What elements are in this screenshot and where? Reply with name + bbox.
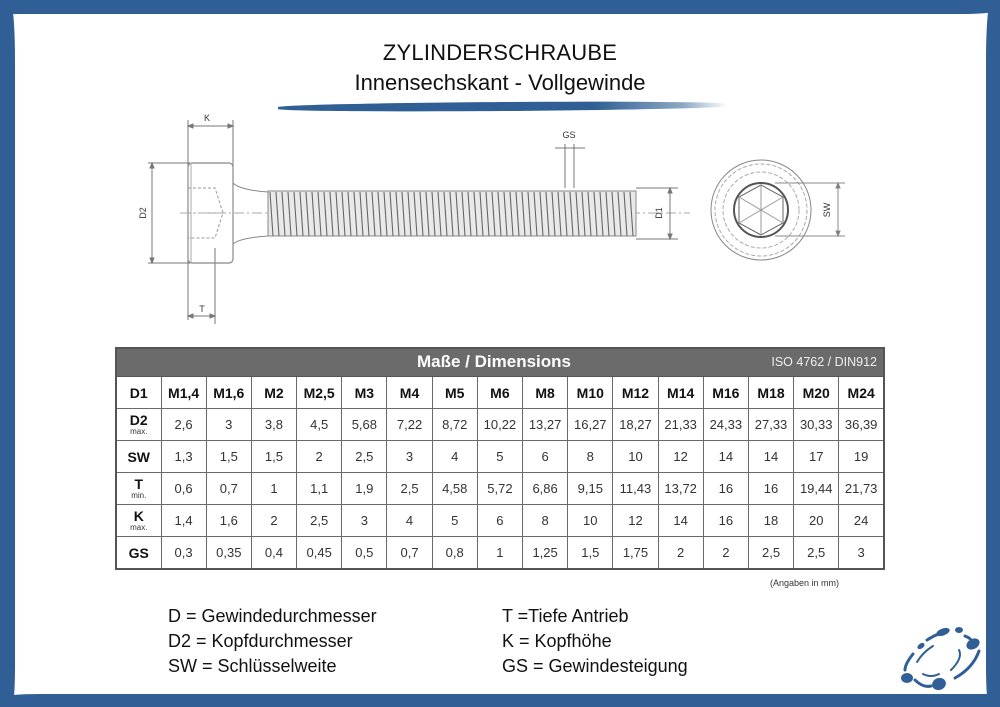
cell: M3 xyxy=(342,377,387,409)
cell: 2,5 xyxy=(794,537,839,570)
row-label-t: T min. xyxy=(116,473,161,505)
cell: 1,25 xyxy=(523,537,568,570)
cell: 24 xyxy=(839,505,884,537)
cell: 6,86 xyxy=(523,473,568,505)
cell: 19 xyxy=(839,441,884,473)
cell: 14 xyxy=(748,441,793,473)
cell: 1,75 xyxy=(613,537,658,570)
cell: 0,6 xyxy=(161,473,206,505)
cell: 3 xyxy=(206,409,251,441)
units-note: (Angaben in mm) xyxy=(770,578,840,588)
cell: 4,5 xyxy=(297,409,342,441)
svg-text:SW: SW xyxy=(822,202,832,218)
cell: 4,58 xyxy=(432,473,477,505)
cell: 9,15 xyxy=(568,473,613,505)
cell: 1,5 xyxy=(206,441,251,473)
cell: 14 xyxy=(703,441,748,473)
cell: M20 xyxy=(794,377,839,409)
cell: 18,27 xyxy=(613,409,658,441)
cell: 6 xyxy=(523,441,568,473)
brand-logo-icon xyxy=(893,618,988,696)
table-row-d1 xyxy=(116,377,884,409)
cell: 20 xyxy=(794,505,839,537)
dimensions-table xyxy=(115,347,885,570)
table-row-k xyxy=(116,505,884,537)
svg-text:K: K xyxy=(203,113,211,123)
table-norm-label: ISO 4762 / DIN912 xyxy=(771,355,877,369)
frame-border-top xyxy=(0,0,1000,14)
cell: 0,45 xyxy=(297,537,342,570)
cell: M6 xyxy=(477,377,522,409)
cell: 36,39 xyxy=(839,409,884,441)
legend-left xyxy=(168,604,377,679)
cell: 8 xyxy=(568,441,613,473)
cell: 7,22 xyxy=(387,409,432,441)
cell: 0,7 xyxy=(206,473,251,505)
svg-text:GS: GS xyxy=(562,130,576,140)
cell: 2 xyxy=(251,505,296,537)
cell: 10 xyxy=(568,505,613,537)
row-label-sw: SW xyxy=(116,441,161,473)
cell: 19,44 xyxy=(794,473,839,505)
title-main: ZYLINDERSCHRAUBE xyxy=(382,40,618,65)
cell: 16,27 xyxy=(568,409,613,441)
cell: M10 xyxy=(568,377,613,409)
cell: 8 xyxy=(523,505,568,537)
legend-item: T =Tiefe Antrieb xyxy=(502,606,629,626)
cell: 16 xyxy=(748,473,793,505)
cell: M5 xyxy=(432,377,477,409)
cell: 11,43 xyxy=(613,473,658,505)
cell: 12 xyxy=(658,441,703,473)
cell: 0,5 xyxy=(342,537,387,570)
cell: 6 xyxy=(477,505,522,537)
cell: M12 xyxy=(613,377,658,409)
cell: 1 xyxy=(477,537,522,570)
cell: 0,7 xyxy=(387,537,432,570)
cell: M14 xyxy=(658,377,703,409)
cell: 3 xyxy=(342,505,387,537)
legend-item: K = Kopfhöhe xyxy=(502,631,612,651)
cell: 5 xyxy=(477,441,522,473)
cell: 0,35 xyxy=(206,537,251,570)
cell: 21,73 xyxy=(839,473,884,505)
table-row-t xyxy=(116,473,884,505)
cell: 8,72 xyxy=(432,409,477,441)
cell: 2,5 xyxy=(748,537,793,570)
cell: 1 xyxy=(251,473,296,505)
cell: 1,5 xyxy=(251,441,296,473)
cell: 3 xyxy=(387,441,432,473)
cell: 27,33 xyxy=(748,409,793,441)
cell: 16 xyxy=(703,505,748,537)
legend-right xyxy=(502,604,688,679)
cell: 0,8 xyxy=(432,537,477,570)
frame-border-bottom xyxy=(0,694,1000,707)
table-row-d2 xyxy=(116,409,884,441)
frame-border-right xyxy=(986,0,1000,707)
frame-border-left xyxy=(0,0,15,707)
cell: 1,9 xyxy=(342,473,387,505)
title-subtitle: Innensechskant - Vollgewinde xyxy=(354,70,646,95)
cell: 13,27 xyxy=(523,409,568,441)
screw-end-view-drawing xyxy=(705,150,865,270)
cell: 10 xyxy=(613,441,658,473)
cell: 2 xyxy=(658,537,703,570)
cell: 12 xyxy=(613,505,658,537)
cell: M1,6 xyxy=(206,377,251,409)
legend-item: GS = Gewindesteigung xyxy=(502,656,688,676)
cell: 3 xyxy=(839,537,884,570)
table-title: Maße / Dimensions xyxy=(417,352,571,371)
legend-item: SW = Schlüsselweite xyxy=(168,656,337,676)
svg-text:D1: D1 xyxy=(654,207,664,219)
cell: 2,5 xyxy=(297,505,342,537)
row-label-k: K max. xyxy=(116,505,161,537)
cell: 2,5 xyxy=(342,441,387,473)
row-label-d2: D2 max. xyxy=(116,409,161,441)
cell: 2,5 xyxy=(387,473,432,505)
cell: M24 xyxy=(839,377,884,409)
cell: 4 xyxy=(387,505,432,537)
cell: 17 xyxy=(794,441,839,473)
cell: 16 xyxy=(703,473,748,505)
cell: 0,4 xyxy=(251,537,296,570)
cell: 5 xyxy=(432,505,477,537)
cell: M1,4 xyxy=(161,377,206,409)
cell: 2 xyxy=(703,537,748,570)
cell: M18 xyxy=(748,377,793,409)
cell: 5,72 xyxy=(477,473,522,505)
cell: 18 xyxy=(748,505,793,537)
cell: 13,72 xyxy=(658,473,703,505)
table-row-sw xyxy=(116,441,884,473)
cell: 5,68 xyxy=(342,409,387,441)
cell: 2,6 xyxy=(161,409,206,441)
cell: 24,33 xyxy=(703,409,748,441)
cell: 1,4 xyxy=(161,505,206,537)
cell: 30,33 xyxy=(794,409,839,441)
screw-side-view-drawing xyxy=(130,108,710,328)
row-label-gs: GS xyxy=(116,537,161,570)
table-header-row xyxy=(116,348,884,377)
cell: 21,33 xyxy=(658,409,703,441)
cell: 1,3 xyxy=(161,441,206,473)
cell: M8 xyxy=(523,377,568,409)
cell: M2,5 xyxy=(297,377,342,409)
legend-item: D2 = Kopfdurchmesser xyxy=(168,631,353,651)
page-title xyxy=(300,38,700,98)
cell: 3,8 xyxy=(251,409,296,441)
cell: 1,1 xyxy=(297,473,342,505)
row-label-d1: D1 xyxy=(116,377,161,409)
cell: 1,6 xyxy=(206,505,251,537)
cell: M4 xyxy=(387,377,432,409)
cell: 2 xyxy=(297,441,342,473)
cell: 4 xyxy=(432,441,477,473)
cell: 1,5 xyxy=(568,537,613,570)
cell: M16 xyxy=(703,377,748,409)
cell: M2 xyxy=(251,377,296,409)
cell: 0,3 xyxy=(161,537,206,570)
legend-item: D = Gewindedurchmesser xyxy=(168,606,377,626)
svg-text:D2: D2 xyxy=(138,207,148,219)
svg-text:T: T xyxy=(199,304,205,314)
table-row-gs xyxy=(116,537,884,570)
cell: 14 xyxy=(658,505,703,537)
cell: 10,22 xyxy=(477,409,522,441)
